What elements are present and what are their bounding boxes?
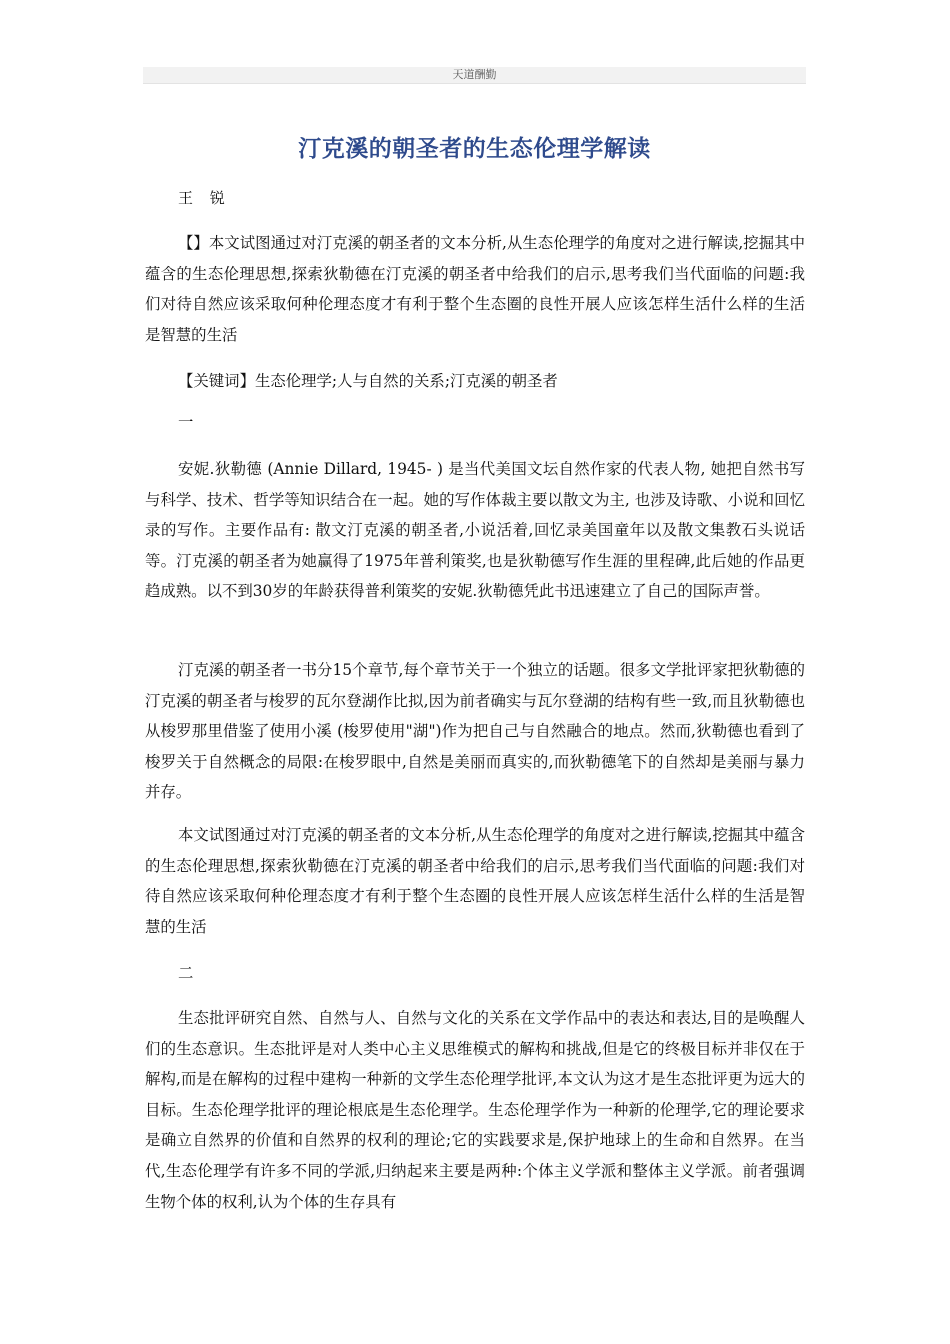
page-title: 汀克溪的朝圣者的生态伦理学解读	[298, 136, 651, 162]
body-paragraph-2: 汀克溪的朝圣者一书分15个章节,每个章节关于一个独立的话题。很多文学批评家把狄勒德的汀克溪的朝圣者与梭罗的瓦尔登湖作比拟,因为前者确实与瓦尔登湖的结构有些一致,而且狄勒德也从梭罗那里借鉴了使用小溪 (梭罗使用"湖")作为把自己与自然融合的地点。然而,狄勒德也看到了梭罗关于自然概念的局限:在梭罗眼中,自然是美丽而真实的,而狄勒德笔下的自然却是美丽与暴力并存。	[145, 661, 805, 802]
section-heading-1: 一	[178, 413, 194, 431]
running-header: 天道酬勤	[143, 67, 806, 84]
abstract-paragraph: 【】本文试图通过对汀克溪的朝圣者的文本分析,从生态伦理学的角度对之进行解读,挖掘其中蕴含的生态伦理思想,探索狄勒德在汀克溪的朝圣者中给我们的启示,思考我们当代面临的问题:我们对待自然应该采取何种伦理态度才有利于整个生态圈的良性开展人应该怎样生活什么样的生活是智慧的生活	[145, 234, 805, 344]
keywords-paragraph: 【关键词】生态伦理学;人与自然的关系;汀克溪的朝圣者	[178, 372, 558, 390]
body-paragraph-4: 生态批评研究自然、自然与人、自然与文化的关系在文学作品中的表达和表达,目的是唤醒人们的生态意识。生态批评是对人类中心主义思维模式的解构和挑战,但是它的终极目标并非仅在于解构,而是在解构的过程中建构一种新的文学生态伦理学批评,本文认为这才是生态批评更为远大的目标。生态伦理学批评的理论根底是生态伦理学。生态伦理学作为一种新的伦理学,它的理论要求是确立自然界的价值和自然界的权利的理论;它的实践要求是,保护地球上的生命和自然界。在当代,生态伦理学有许多不同的学派,归纳起来主要是两种:个体主义学派和整体主义学派。前者强调生物个体的权利,认为个体的生存具有	[145, 1009, 805, 1211]
body-paragraph-1: 安妮.狄勒德 (Annie Dillard, 1945- ) 是当代美国文坛自然作家的代表人物, 她把自然书写与科学、技术、哲学等知识结合在一起。她的写作体裁主要以散文为主, 也涉及诗歌、小说和回忆录的写作。主要作品有: 散文汀克溪的朝圣者,小说活着,回忆录美国童年以及散文集教石头说话等。汀克溪的朝圣者为她赢得了1975年普利策奖,也是狄勒德写作生涯的里程碑,此后她的作品更趋成熟。以不到30岁的年龄获得普利策奖的安妮.狄勒德凭此书迅速建立了自己的国际声誉。	[145, 460, 805, 601]
body-paragraph-3: 本文试图通过对汀克溪的朝圣者的文本分析,从生态伦理学的角度对之进行解读,挖掘其中蕴含的生态伦理思想,探索狄勒德在汀克溪的朝圣者中给我们的启示,思考我们当代面临的问题:我们对待自然应该采取何种伦理态度才有利于整个生态圈的良性开展人应该怎样生活什么样的生活是智慧的生活	[145, 826, 805, 936]
section-heading-2: 二	[178, 964, 194, 982]
author-name: 王 锐	[178, 189, 231, 207]
